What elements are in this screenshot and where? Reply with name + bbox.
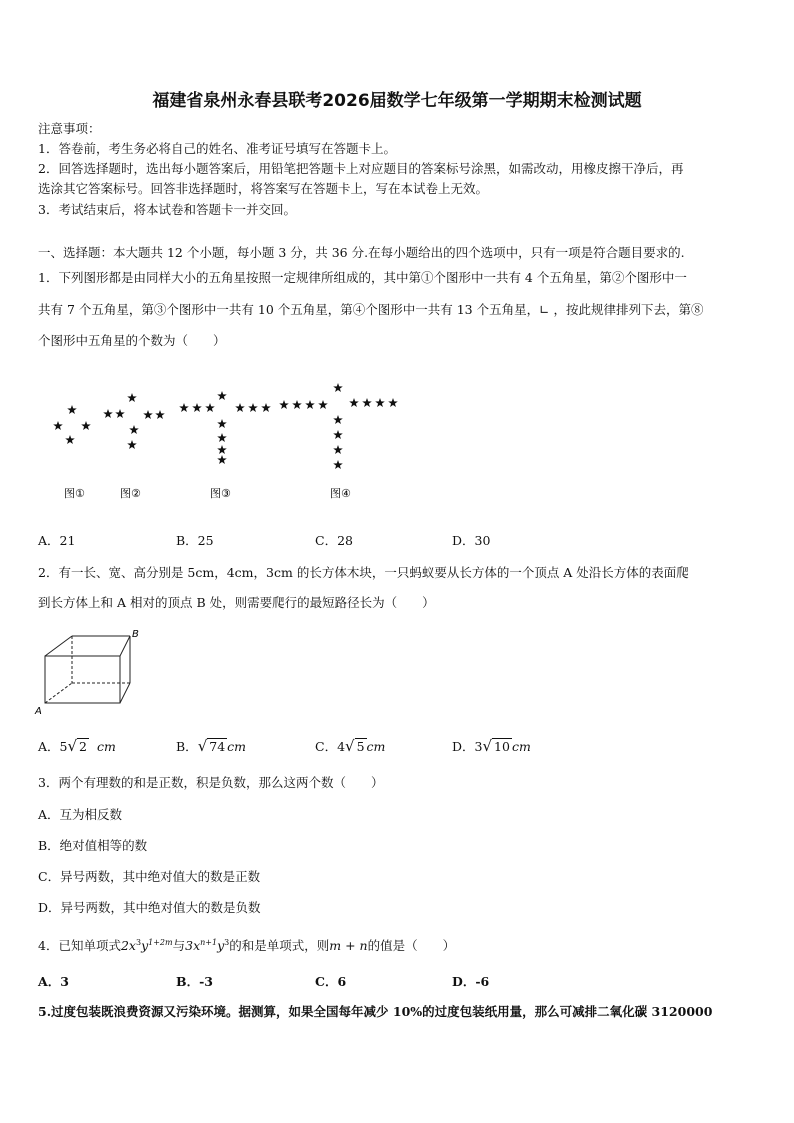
q3-option-d[interactable]: D．异号两数，其中绝对值大的数是负数 <box>38 900 261 915</box>
vertex-b-label: B <box>132 629 139 640</box>
star-icon <box>333 415 343 424</box>
star-icon <box>305 400 315 409</box>
figure-label-2: 图② <box>120 487 141 500</box>
star-icon <box>179 403 189 412</box>
notice-item-2: 2．回答选择题时，选出每小题答案后，用铅笔把答题卡上对应题目的答案标号涂黑，如需改动，用橡皮擦干净后，再 <box>38 161 684 176</box>
star-icon <box>217 455 227 464</box>
q4-option-b[interactable]: B．-3 <box>176 974 213 989</box>
q4-option-a[interactable]: A．3 <box>38 974 69 989</box>
notice-heading: 注意事项： <box>38 121 101 136</box>
notice-item-1: 1．答卷前，考生务必将自己的姓名、准考证号填写在答题卡上。 <box>38 141 396 156</box>
figure-label-4: 图④ <box>330 487 351 500</box>
page-title: 福建省泉州永春县联考2026届数学七年级第一学期期末检测试题 <box>152 91 642 111</box>
notice-item-3: 3．考试结束后，将本试卷和答题卡一并交回。 <box>38 202 296 217</box>
star-icon <box>65 435 75 444</box>
q2-line-1: 2．有一长、宽、高分别是 5cm，4cm，3cm 的长方体木块，一只蚂蚁要从长方体的一个顶点 A 处沿长方体的表面爬 <box>38 565 689 580</box>
star-icon <box>333 430 343 439</box>
q1-line-3: 个图形中五角星的个数为（ ） <box>38 333 226 348</box>
star-icon <box>217 419 227 428</box>
star-icon <box>192 403 202 412</box>
q1-star-figure <box>0 370 794 510</box>
star-icon <box>217 433 227 442</box>
star-icon <box>67 405 77 414</box>
star-icon <box>103 409 113 418</box>
star-icon <box>375 398 385 407</box>
star-icon <box>292 400 302 409</box>
star-icon <box>143 410 153 419</box>
star-icon <box>205 403 215 412</box>
star-icon <box>333 383 343 392</box>
star-icon <box>127 440 137 449</box>
q2-option-c[interactable]: C．4√ 5 cm <box>315 737 386 755</box>
star-icon <box>127 393 137 402</box>
q4-stem: 4．已知单项式$2x^3y^{1+2m}$与$3x^{n+1}y^3$的和是单项式，则m + n的值是（ ） <box>38 938 456 954</box>
star-icon <box>333 460 343 469</box>
figure-label-3: 图③ <box>210 487 231 500</box>
q4-option-c[interactable]: C．6 <box>315 974 347 989</box>
star-icon <box>362 398 372 407</box>
q1-line-2: 共有 7 个五角星，第③个图形中一共有 10 个五角星，第④个图形中一共有 13 个五角星，∟ ，按此规律排列下去，第⑧ <box>38 302 704 317</box>
q4-option-d[interactable]: D．-6 <box>452 974 490 989</box>
star-icon <box>53 421 63 430</box>
q1-option-d[interactable]: D．30 <box>452 533 491 548</box>
q3-option-a[interactable]: A．互为相反数 <box>38 807 123 822</box>
star-icon <box>248 403 258 412</box>
notice-item-2-cont: 选涂其它答案标号。回答非选择题时，将答案写在答题卡上，写在本试卷上无效。 <box>38 181 489 196</box>
q1-option-c[interactable]: C．28 <box>315 533 353 548</box>
q1-option-a[interactable]: A．21 <box>38 533 76 548</box>
q3-option-b[interactable]: B．绝对值相等的数 <box>38 838 148 853</box>
q1-line-1: 1．下列图形都是由同样大小的五角星按照一定规律所组成的，其中第①个图形中一共有 4 个五角星，第②个图形中一 <box>38 270 687 285</box>
star-icon <box>261 403 271 412</box>
star-icon <box>115 409 125 418</box>
q3-option-c[interactable]: C．异号两数，其中绝对值大的数是正数 <box>38 869 261 884</box>
star-icon <box>333 445 343 454</box>
section-heading: 一、选择题：本大题共 12 个小题，每小题 3 分，共 36 分.在每小题给出的四个选项中，只有一项是符合题目要求的. <box>38 245 685 260</box>
star-icon <box>217 391 227 400</box>
star-icon <box>235 403 245 412</box>
star-icon <box>318 400 328 409</box>
star-icon <box>349 398 359 407</box>
star-icon <box>155 410 165 419</box>
q5-line-1: 5.过度包装既浪费资源又污染环境。据测算，如果全国每年减少 10%的过度包装纸用量，那么可减排二氧化碳 3120000 <box>38 1004 713 1019</box>
star-icon <box>129 425 139 434</box>
star-icon <box>81 421 91 430</box>
q1-option-b[interactable]: B．25 <box>176 533 214 548</box>
vertex-a-label: A <box>35 706 42 717</box>
figure-label-1: 图① <box>64 487 85 500</box>
q3-stem: 3．两个有理数的和是正数，积是负数，那么这两个数（ ） <box>38 775 384 790</box>
q2-option-a[interactable]: A．5√ 2 cm <box>38 737 116 755</box>
star-icon <box>279 400 289 409</box>
q2-cuboid-figure <box>30 628 150 720</box>
q2-option-b[interactable]: B．√ 74 cm <box>176 737 247 755</box>
q2-line-2: 到长方体上和 A 相对的顶点 B 处，则需要爬行的最短路径长为（ ） <box>38 595 435 610</box>
star-icon <box>388 398 398 407</box>
star-icon <box>217 445 227 454</box>
q2-option-d[interactable]: D．3√ 10 cm <box>452 737 531 755</box>
